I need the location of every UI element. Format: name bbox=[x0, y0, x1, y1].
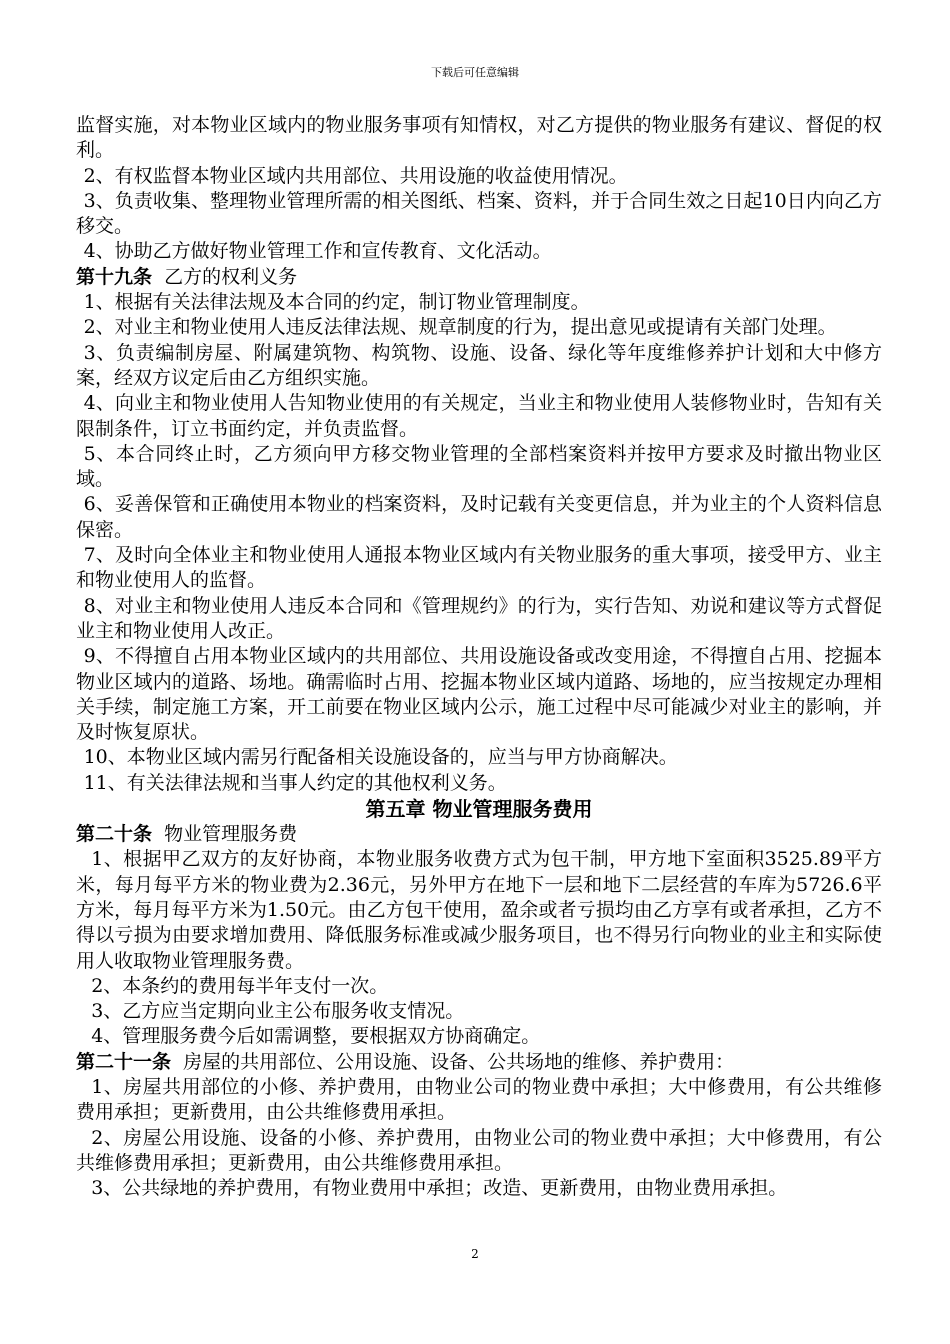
paragraph: 3、乙方应当定期向业主公布服务收支情况。 bbox=[91, 1000, 465, 1023]
chapter-heading: 第五章 物业管理服务费用 bbox=[365, 797, 593, 822]
paragraph: 4、向业主和物业使用人告知物业使用的有关规定，当业主和物业使用人装修物业时，告知有关限制条件，订立书面约定，并负责监督。 bbox=[76, 392, 882, 440]
paragraph: 4、管理服务费今后如需调整，要根据双方协商确定。 bbox=[91, 1025, 541, 1048]
paragraph: 3、负责收集、整理物业管理所需的相关图纸、档案、资料，并于合同生效之日起10日内向乙方移交。 bbox=[76, 189, 882, 238]
article-heading bbox=[76, 822, 882, 847]
paragraph: 5、本合同终止时，乙方须向甲方移交物业管理的全部档案资料并按甲方要求及时撤出物业区域。 bbox=[76, 442, 882, 491]
article-label: 第十九条 bbox=[76, 265, 153, 288]
article-title: 房屋的共用部位、公用设施、设备、公共场地的维修、养护费用： bbox=[171, 1050, 735, 1073]
paragraph: 1、根据有关法律法规及本合同的约定，制订物业管理制度。 bbox=[83, 291, 590, 314]
page-header: 下载后可任意编辑 bbox=[431, 66, 519, 79]
paragraph: 11、有关法律法规和当事人约定的其他权利义务。 bbox=[83, 771, 507, 794]
paragraph: 2、有权监督本物业区域内共用部位、共用设施的收益使用情况。 bbox=[83, 164, 628, 187]
paragraph: 2、本条约的费用每半年支付一次。 bbox=[91, 974, 389, 997]
article-label: 第二十一条 bbox=[76, 1050, 172, 1073]
paragraph: 2、对业主和物业使用人违反法律法规、规章制度的行为，提出意见或提请有关部门处理。 bbox=[83, 316, 837, 339]
article-title: 乙方的权利义务 bbox=[152, 265, 298, 288]
article-heading bbox=[76, 265, 882, 290]
paragraph: 1、根据甲乙双方的友好协商，本物业服务收费方式为包干制，甲方地下室面积3525.89平方米，每月每平方米的物业费为2.36元，另外甲方在地下一层和地下二层经营的车库为5726.6平方米，每月每平方米为1.50元。由乙方包干使用，盈余或者亏损均由乙方享有或者承担，乙方不得以亏损为由要求增加费用、降低服务标准或减少服务项目，也不得另行向物业的业主和实际使用人收取物业管理服务费。 bbox=[76, 848, 882, 972]
paragraph: 4、协助乙方做好物业管理工作和宣传教育、文化活动。 bbox=[83, 240, 552, 263]
paragraph: 8、对业主和物业使用人违反本合同和《管理规约》的行为，实行告知、劝说和建议等方式督促业主和物业使用人改正。 bbox=[76, 594, 882, 642]
paragraph: 2、房屋公用设施、设备的小修、养护费用，由物业公司的物业费中承担；大中修费用，有公共维修费用承担；更新费用，由公共维修费用承担。 bbox=[76, 1126, 882, 1174]
paragraph: 10、本物业区域内需另行配备相关设施设备的，应当与甲方协商解决。 bbox=[83, 746, 678, 769]
paragraph: 监督实施，对本物业区域内的物业服务事项有知情权，对乙方提供的物业服务有建议、督促的权利。 bbox=[76, 114, 882, 162]
paragraph: 3、公共绿地的养护费用，有物业费用中承担；改造、更新费用，由物业费用承担。 bbox=[91, 1177, 788, 1200]
paragraph: 1、房屋共用部位的小修、养护费用，由物业公司的物业费中承担；大中修费用，有公共维修费用承担；更新费用，由公共维修费用承担。 bbox=[76, 1075, 882, 1124]
page-number: 2 bbox=[471, 1247, 479, 1261]
article-label: 第二十条 bbox=[76, 823, 153, 846]
document-body bbox=[76, 113, 882, 1201]
paragraph: 6、妥善保管和正确使用本物业的档案资料，及时记载有关变更信息，并为业主的个人资料信息保密。 bbox=[76, 493, 882, 541]
paragraph: 3、负责编制房屋、附属建筑物、构筑物、设施、设备、绿化等年度维修养护计划和大中修方案，经双方议定后由乙方组织实施。 bbox=[76, 341, 882, 389]
paragraph: 7、及时向全体业主和物业使用人通报本物业区域内有关物业服务的重大事项，接受甲方、业主和物业使用人的监督。 bbox=[76, 544, 882, 592]
article-title: 物业管理服务费 bbox=[152, 823, 298, 846]
paragraph: 9、不得擅自占用本物业区域内的共用部位、共用设施设备或改变用途，不得擅自占用、挖掘本物业区域内的道路、场地。确需临时占用、挖掘本物业区域内道路、场地的，应当按规定办理相关手续，制定施工方案，开工前要在物业区域内公示，施工过程中尽可能减少对业主的影响，并及时恢复原状。 bbox=[76, 645, 882, 744]
article-heading bbox=[76, 1050, 882, 1075]
